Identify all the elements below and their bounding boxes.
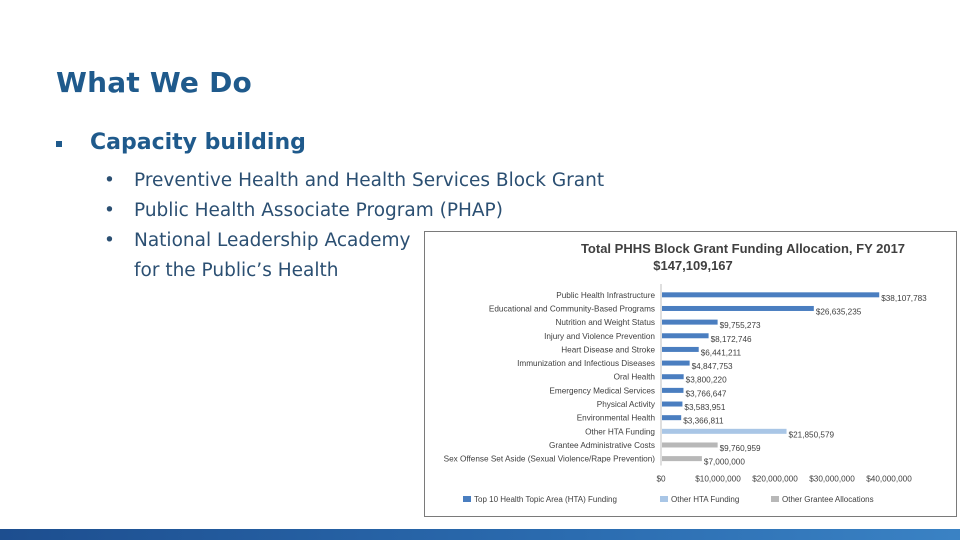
value-label: $3,800,220 — [685, 375, 727, 385]
bar — [662, 456, 702, 461]
footer-bar — [0, 529, 960, 540]
chart-title: Total PHHS Block Grant Funding Allocation, FY 2017 — [580, 241, 906, 256]
funding-bar-chart — [425, 232, 956, 516]
value-label: $7,000,000 — [703, 457, 745, 467]
category-label: Nutrition and Weight Status — [555, 318, 655, 328]
x-tick-label: $30,000,000 — [809, 474, 855, 484]
category-label: Public Health Infrastructure — [556, 290, 655, 300]
round-bullet-icon: • — [104, 230, 115, 251]
bar — [662, 320, 718, 325]
bar — [662, 361, 690, 366]
bar — [662, 402, 682, 407]
value-label: $6,441,211 — [700, 348, 742, 358]
sub-bullet-text: National Leadership Academy — [134, 230, 411, 251]
square-bullet-icon — [56, 141, 62, 147]
bar — [662, 347, 699, 352]
round-bullet-icon: • — [104, 200, 115, 221]
slide-title: What We Do — [56, 66, 252, 99]
bar — [662, 333, 709, 338]
sub-bullet-text: Public Health Associate Program (PHAP) — [134, 200, 503, 221]
bar — [662, 374, 684, 379]
funding-chart — [424, 231, 957, 517]
category-label: Physical Activity — [596, 400, 655, 410]
value-label: $4,847,753 — [691, 362, 733, 372]
x-tick-label: $20,000,000 — [752, 474, 798, 484]
bar — [662, 292, 879, 297]
category-label: Emergency Medical Services — [549, 386, 655, 396]
category-label: Other HTA Funding — [585, 427, 655, 437]
legend-swatch — [660, 496, 668, 502]
sub-bullet-text-continued: for the Public’s Health — [134, 260, 339, 281]
x-tick-label: $10,000,000 — [695, 474, 741, 484]
value-label: $26,635,235 — [815, 307, 862, 317]
chart-subtitle: $147,109,167 — [653, 258, 733, 273]
category-label: Heart Disease and Stroke — [561, 345, 655, 355]
bar — [662, 388, 683, 393]
value-label: $9,760,959 — [719, 443, 761, 453]
value-label: $3,366,811 — [683, 416, 724, 426]
value-label: $8,172,746 — [710, 334, 752, 344]
category-label: Immunization and Infectious Diseases — [517, 359, 655, 369]
value-label: $3,583,951 — [684, 403, 726, 413]
legend-label: Other Grantee Allocations — [782, 495, 874, 504]
category-label: Grantee Administrative Costs — [548, 440, 655, 450]
x-tick-label: $0 — [656, 474, 666, 484]
bullet-text: Capacity building — [90, 130, 306, 155]
legend-swatch — [771, 496, 779, 502]
category-label: Sex Offense Set Aside (Sexual Violence/Rape Prevention) — [443, 454, 655, 464]
legend-label: Top 10 Health Topic Area (HTA) Funding — [474, 495, 617, 504]
category-label: Injury and Violence Prevention — [544, 331, 655, 341]
sub-bullet-text: Preventive Health and Health Services Block Grant — [134, 170, 605, 191]
sub-bullet-item — [104, 196, 604, 226]
category-label: Oral Health — [613, 372, 655, 382]
bar — [662, 429, 787, 434]
bar — [662, 306, 814, 311]
bar — [662, 442, 718, 447]
legend-label: Other HTA Funding — [671, 495, 740, 504]
value-label: $9,755,273 — [719, 321, 761, 331]
round-bullet-icon: • — [104, 170, 115, 191]
category-label: Educational and Community-Based Programs — [488, 304, 655, 314]
value-label: $21,850,579 — [788, 430, 835, 440]
bar — [662, 415, 681, 420]
category-label: Environmental Health — [576, 413, 655, 423]
sub-bullet-item — [104, 166, 604, 196]
legend-swatch — [463, 496, 471, 502]
value-label: $38,107,783 — [881, 293, 927, 303]
value-label: $3,766,647 — [685, 389, 727, 399]
bullet-capacity-building — [56, 130, 306, 155]
x-tick-label: $40,000,000 — [866, 474, 912, 484]
